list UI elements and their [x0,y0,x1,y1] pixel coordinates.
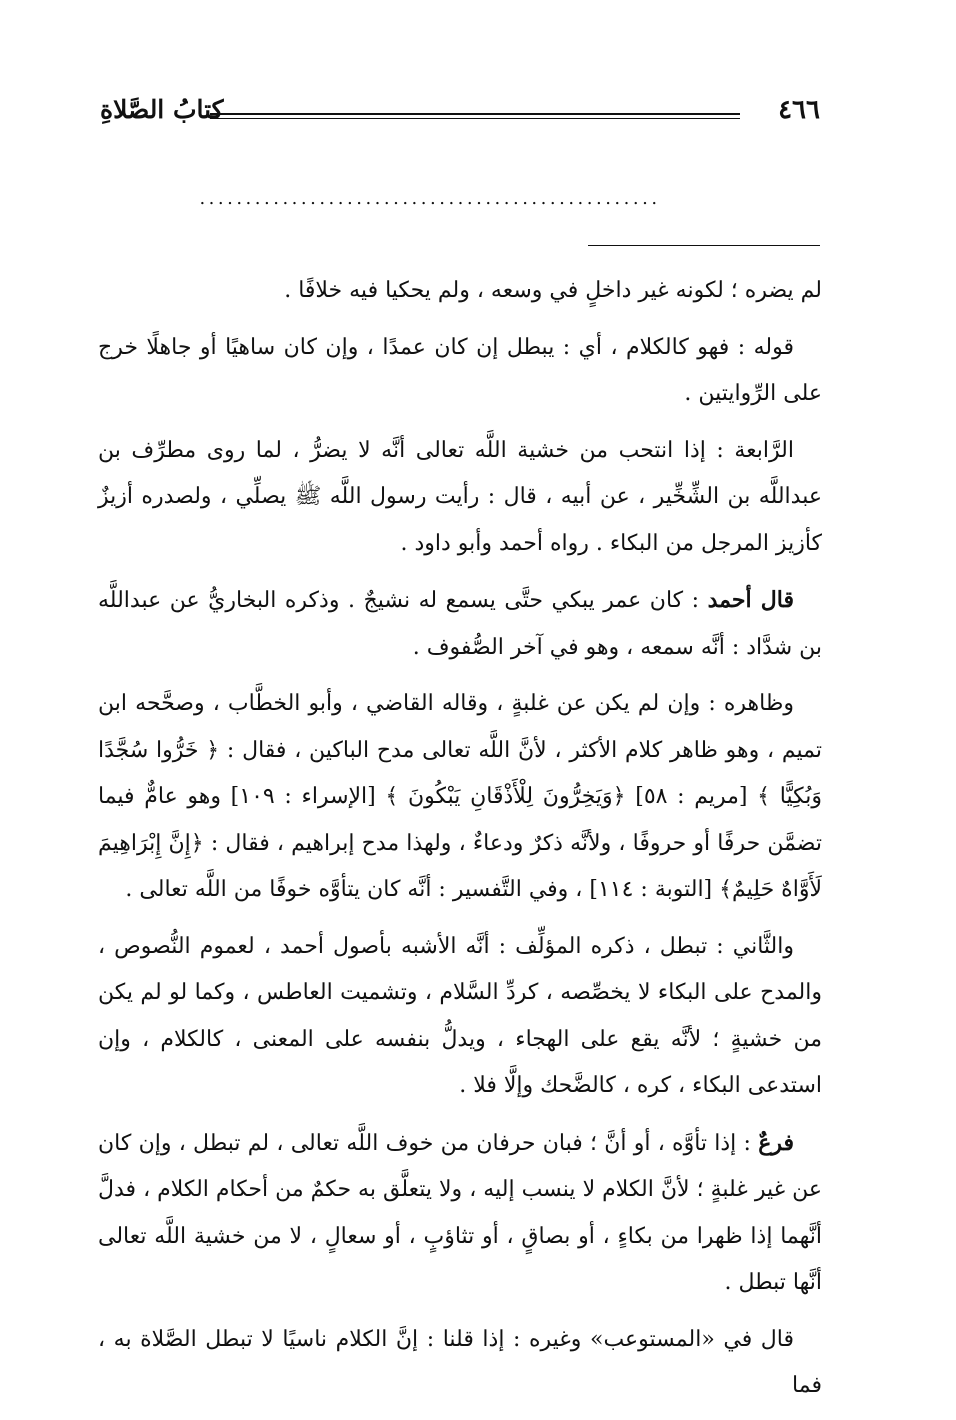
paragraph-text: والثَّاني : تبطل ، ذكره المؤلِّف : أنَّه الأشبه بأصول أحمد ، لعموم النُّصوص ، والمدح على البكاء لا يخصِّصه ، كردِّ السَّلام ، وتشميت العاطس ، وكما لو لم يكن من خشيةٍ ؛ لأنَّه يقع على الهجاء ، ويدلُّ بنفسه على المعنى ، كالكلام ، وإن استدعى البكاء ، كره ، كالضَّحك وإلَّا فلا . [98,933,822,1098]
paragraph-text: وظاهره : وإن لم يكن عن غلبةٍ ، وقاله القاضي ، وأبو الخطَّاب ، وصحَّحه ابن تميم ، وهو ظاهر كلام الأكثر ، لأنَّ اللَّه تعالى مدح الباكين ، فقال : ﴿ خَرُّوا سُجَّدًا وَبُكِيًّا ﴾ [مريم : ٥٨] ﴿وَيَخِرُّونَ لِلْأَذْقَانِ يَبْكُونَ ﴾ [الإسراء : ١٠٩] وهو عامٌّ فيما تضمَّن حرفًا أو حروفًا ، ولأنَّه ذكرٌ ودعاءٌ ، ولهذا مدح إبراهيم ، فقال : ﴿إِنَّ إِبْرَاهِيمَ لَأَوَّاهٌ حَلِيمٌ﴾ [التوبة : ١١٤] ، وفي التَّفسير : أنَّه كان يتأوَّه خوفًا من اللَّه تعالى . [98,691,822,902]
paragraph-text: قوله : فهو كالكلام ، أي : يبطل إن كان عمدًا ، وإن كان ساهيًا أو جاهلًا خرج على الرِّوايتين . [98,334,822,406]
main-text [98,268,822,1420]
paragraph-text: الرَّابعة : إذا انتحب من خشية اللَّه تعالى أنَّه لا يضرُّ ، لما روى مطرِّف بن عبداللَّه بن الشِّخِّير ، عن أبيه ، قال : رأيت رسول اللَّه ﷺ يصلِّي ، ولصدره أزيزٌ كأزيز المرجل من البكاء . رواه أحمد وأبو داود . [98,437,822,556]
paragraph-lead: قال أحمد [707,587,794,613]
footnote-rule [588,245,820,246]
paragraph-5 [98,681,822,914]
paragraph-3 [98,428,822,568]
paragraph-6 [98,924,822,1110]
paragraph-1 [98,268,822,315]
paragraph-text: قال في «المستوعب» وغيره : إذا قلنا : إنَّ الكلام ناسيًا لا تبطل الصَّلاة به ، فما [98,1326,822,1398]
book-title: كتابُ الصَّلاةِ [100,95,224,124]
paragraph-text: : إذا تأوَّه ، أو أنَّ ؛ فبان حرفان من خوف اللَّه تعالى ، لم تبطل ، وإن كان عن غير غلبةٍ ؛ لأنَّ الكلام لا ينسب إليه ، ولا يتعلَّق به حكمٌ من أحكام الكلام ، فدلَّ أنَّهما إذا ظهرا من بكاءٍ ، أو بصاقٍ ، أو تثاؤبٍ ، أو سعالٍ ، لا من خشية اللَّه تعالى أنَّها تبطل . [98,1130,822,1295]
paragraph-text: لم يضره ؛ لكونه غير داخلٍ في وسعه ، ولم يحكيا فيه خلافًا . [284,278,822,303]
paragraph-2 [98,325,822,418]
page-number: ٤٦٦ [778,95,820,125]
paragraph-lead: فرعٌ [758,1129,794,1156]
paragraph-7 [98,1120,822,1307]
separator-dots: .................................................. [199,188,661,209]
page-header [100,95,820,135]
paragraph-text: : كان عمر يبكي حتَّى يسمع له نشيجٌ . وذكره البخاريُّ عن عبداللَّه بن شدَّاد : أنَّه سمعه ، وهو في آخر الصُّفوف . [98,588,822,660]
paragraph-8 [98,1317,822,1410]
header-rule [210,113,740,119]
paragraph-4 [98,577,822,671]
